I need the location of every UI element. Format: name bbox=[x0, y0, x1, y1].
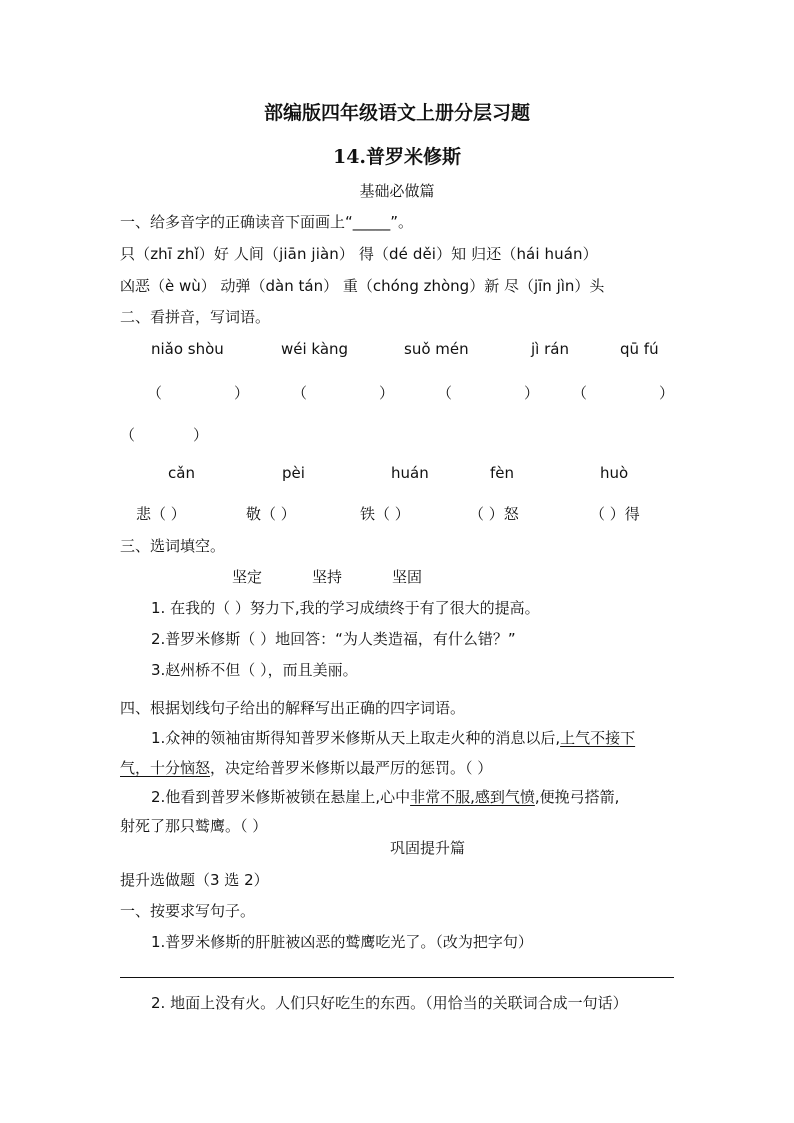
word-option: 坚固 bbox=[392, 568, 423, 586]
q4-s2-underlined: 非常不服,感到气愤 bbox=[410, 788, 535, 806]
pinyin-item: qū fú bbox=[620, 340, 659, 358]
paren: ） bbox=[524, 384, 540, 402]
blank-word: 铁（ ） bbox=[360, 505, 410, 523]
section-advanced-sub: 提升选做题（3 选 2） bbox=[120, 871, 269, 889]
blank-word: （ ）得 bbox=[590, 505, 640, 523]
blank-word: （ ）怒 bbox=[469, 505, 519, 523]
q4-s2-text-b: ,便挽弓搭箭, bbox=[534, 788, 620, 806]
pinyin-item: pèi bbox=[282, 464, 305, 482]
q3-heading: 三、选词填空。 bbox=[120, 537, 226, 555]
paren: ） bbox=[659, 384, 675, 402]
q4-sentence-1-line1 bbox=[151, 727, 635, 748]
s2-sentence-2: 2. 地面上没有火。人们只好吃生的东西。（用恰当的关联词合成一句话） bbox=[151, 994, 628, 1012]
q3-sentence-3: 3.赵州桥不但（ ），而且美丽。 bbox=[151, 661, 358, 679]
blank-word: 悲（ ） bbox=[136, 505, 186, 523]
q4-sentence-2-line2: 射死了那只鹫鹰。（ ） bbox=[120, 817, 268, 835]
pinyin-item: huò bbox=[600, 464, 629, 482]
page-title: 部编版四年级语文上册分层习题 bbox=[263, 102, 530, 124]
s2-q1-heading: 一、按要求写句子。 bbox=[120, 902, 256, 920]
section-basic-label: 基础必做篇 bbox=[359, 182, 435, 200]
s2-sentence-1: 1.普罗米修斯的肝脏被凶恶的鹫鹰吃光了。（改为把字句） bbox=[151, 933, 533, 951]
pinyin-item: fèn bbox=[490, 464, 515, 482]
paren: （ bbox=[147, 384, 163, 402]
answer-line bbox=[120, 977, 674, 978]
paren: （ bbox=[120, 426, 136, 444]
q3-sentence-1: 1. 在我的（ ）努力下,我的学习成绩终于有了很大的提高。 bbox=[151, 599, 540, 617]
q4-s1-text-b: ，决定给普罗米修斯以最严厉的惩罚。（ ） bbox=[210, 759, 493, 777]
paren: （ bbox=[292, 384, 308, 402]
q4-heading: 四、根据划线句子给出的解释写出正确的四字词语。 bbox=[120, 699, 466, 717]
q4-s2-text: 2.他看到普罗米修斯被锁在悬崖上,心中 bbox=[151, 788, 411, 806]
paren: ） bbox=[193, 426, 209, 444]
q4-sentence-2-line1 bbox=[151, 786, 619, 807]
word-option: 坚持 bbox=[312, 568, 343, 586]
q3-sentence-2: 2.普罗米修斯（ ）地回答：“为人类造福，有什么错？” bbox=[151, 630, 516, 648]
q4-s1-underlined-b: 气，十分恼怒 bbox=[120, 759, 211, 777]
paren: （ bbox=[572, 384, 588, 402]
q4-s1-underlined-a: 上气不接下 bbox=[560, 729, 636, 747]
q1-heading: 一、给多音字的正确读音下面画上“_____”。 bbox=[120, 213, 414, 231]
lesson-title: 14.普罗米修斯 bbox=[332, 146, 462, 168]
q2-heading: 二、看拼音，写词语。 bbox=[120, 308, 271, 326]
q1-line1: 只（zhī zhǐ）好 人间（jiān jiàn） 得（dé děi）知 归还（hái huán） bbox=[120, 245, 598, 263]
pinyin-item: cǎn bbox=[168, 464, 195, 482]
blank-word: 敬（ ） bbox=[246, 505, 296, 523]
pinyin-item: wéi kàng bbox=[281, 340, 349, 358]
paren: ） bbox=[379, 384, 395, 402]
q1-line2: 凶恶（è wù） 动弹（dàn tán） 重（chóng zhòng）新 尽（jīn jìn）头 bbox=[120, 277, 605, 295]
pinyin-item: suǒ mén bbox=[404, 340, 469, 358]
pinyin-item: jì rán bbox=[531, 340, 569, 358]
pinyin-item: huán bbox=[391, 464, 429, 482]
q4-s1-text: 1.众神的领袖宙斯得知普罗米修斯从天上取走火种的消息以后, bbox=[151, 729, 561, 747]
pinyin-item: niǎo shòu bbox=[151, 340, 224, 358]
paren: ） bbox=[234, 384, 250, 402]
paren: （ bbox=[437, 384, 453, 402]
q4-sentence-1-line2 bbox=[120, 757, 492, 778]
word-option: 坚定 bbox=[232, 568, 263, 586]
section-advanced-label: 巩固提升篇 bbox=[390, 839, 466, 857]
